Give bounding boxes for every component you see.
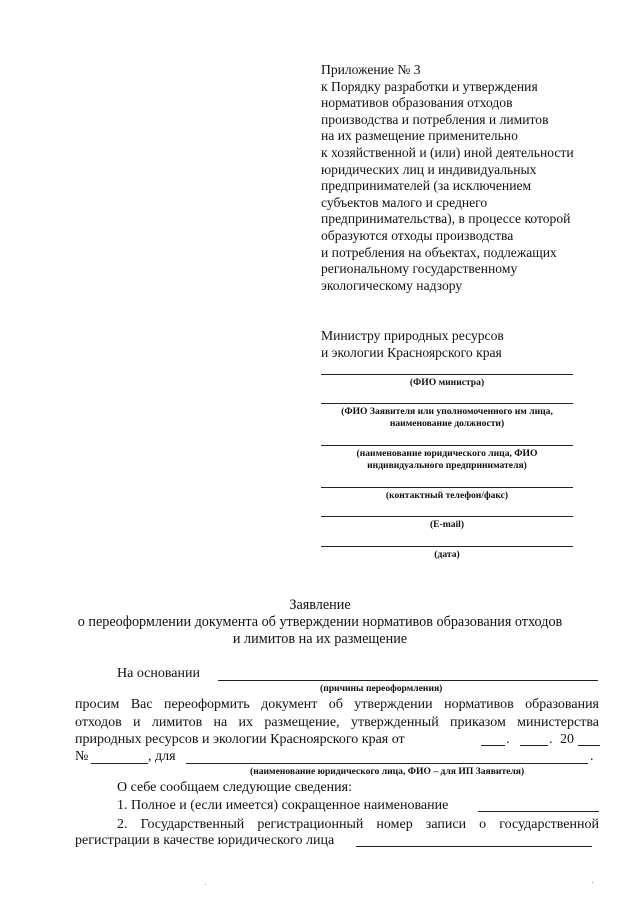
addressee-line: и экологии Красноярского края: [321, 345, 502, 360]
scan-speck: [592, 882, 593, 883]
registration-number-field[interactable]: [356, 846, 592, 847]
info-intro: О себе сообщаем следующие сведения:: [117, 780, 352, 795]
for-word: , для: [148, 749, 176, 764]
applicant-name-caption-inline: (наименование юридического лица, ФИО – для ИП Заявителя): [250, 766, 525, 777]
order-month-field[interactable]: [520, 745, 548, 746]
phone-line[interactable]: [321, 487, 573, 488]
date-caption: (дата): [434, 549, 460, 560]
number-sign: №: [75, 749, 89, 764]
appendix-header: [321, 62, 621, 294]
appendix-line: юридических лиц и индивидуальных: [321, 161, 537, 177]
applicant-name-field[interactable]: [186, 763, 588, 764]
email-line[interactable]: [321, 516, 573, 517]
appendix-line: к Порядку разработки и утверждения: [321, 78, 538, 94]
scan-speck: [205, 884, 206, 885]
order-number-field[interactable]: [91, 763, 148, 764]
appendix-line: и потребления на объектах, подлежащих: [321, 244, 557, 260]
order-year-field[interactable]: [578, 745, 600, 746]
full-name-field[interactable]: [478, 811, 599, 812]
appendix-line: экологическому надзору: [321, 277, 463, 293]
appendix-line: образуются отходы производства: [321, 227, 514, 243]
email-caption: (E-mail): [429, 519, 465, 530]
request-line: природных ресурсов и экологии Красноярского края от: [75, 732, 405, 747]
item-registration-cont: регистрации в качестве юридического лица: [75, 833, 335, 848]
appendix-line: предпринимательства), в процессе которой: [321, 211, 571, 227]
basis-label: На основании: [117, 666, 200, 681]
addressee-line: Министру природных ресурсов: [321, 328, 504, 343]
document-subtitle-line2: и лимитов на их размещение: [232, 631, 408, 647]
appendix-line: региональному государственному: [321, 261, 518, 277]
item-registration: 2. Государственный регистрационный номер записи о государственной: [117, 817, 599, 832]
minister-name-line[interactable]: [321, 374, 573, 375]
order-year-prefix: 20: [560, 732, 574, 747]
basis-caption: (причины переоформления): [320, 683, 443, 694]
appendix-line: на их размещение применительно: [321, 128, 518, 144]
document-title: Заявление: [289, 597, 351, 613]
minister-name-caption: (ФИО министра): [409, 377, 485, 388]
appendix-line: Приложение № 3: [321, 62, 421, 77]
document-subtitle: о переоформлении документа об утверждении нормативов образования отходов: [77, 614, 563, 630]
request-line: просим Вас переоформить документ об утверждении нормативов образования: [75, 697, 599, 712]
appendix-line: производства и потребления и лимитов: [321, 111, 549, 127]
appendix-line: к хозяйственной и (или) иной деятельности: [321, 144, 574, 160]
addressee: [321, 327, 504, 361]
organization-name-caption: (наименование юридического лица, ФИО индивидуального предпринимателя): [356, 448, 538, 471]
phone-caption: (контактный телефон/факс): [385, 490, 509, 501]
applicant-name-caption: (ФИО Заявителя или уполномоченного им лица, наименование должности): [341, 406, 553, 429]
organization-name-line[interactable]: [321, 445, 573, 446]
item-full-name: 1. Полное и (если имеется) сокращенное наименование: [117, 798, 449, 813]
date-line[interactable]: [321, 546, 573, 547]
basis-field[interactable]: [218, 680, 598, 681]
request-line: отходов и лимитов на их размещение, утвержденный приказом министерства: [75, 715, 599, 730]
appendix-line: нормативов образования отходов: [321, 95, 513, 111]
appendix-line: субъектов малого и среднего: [321, 194, 488, 210]
appendix-line: предпринимателей (за исключением: [321, 178, 532, 194]
order-day-field[interactable]: [481, 745, 505, 746]
applicant-name-line[interactable]: [321, 403, 573, 404]
